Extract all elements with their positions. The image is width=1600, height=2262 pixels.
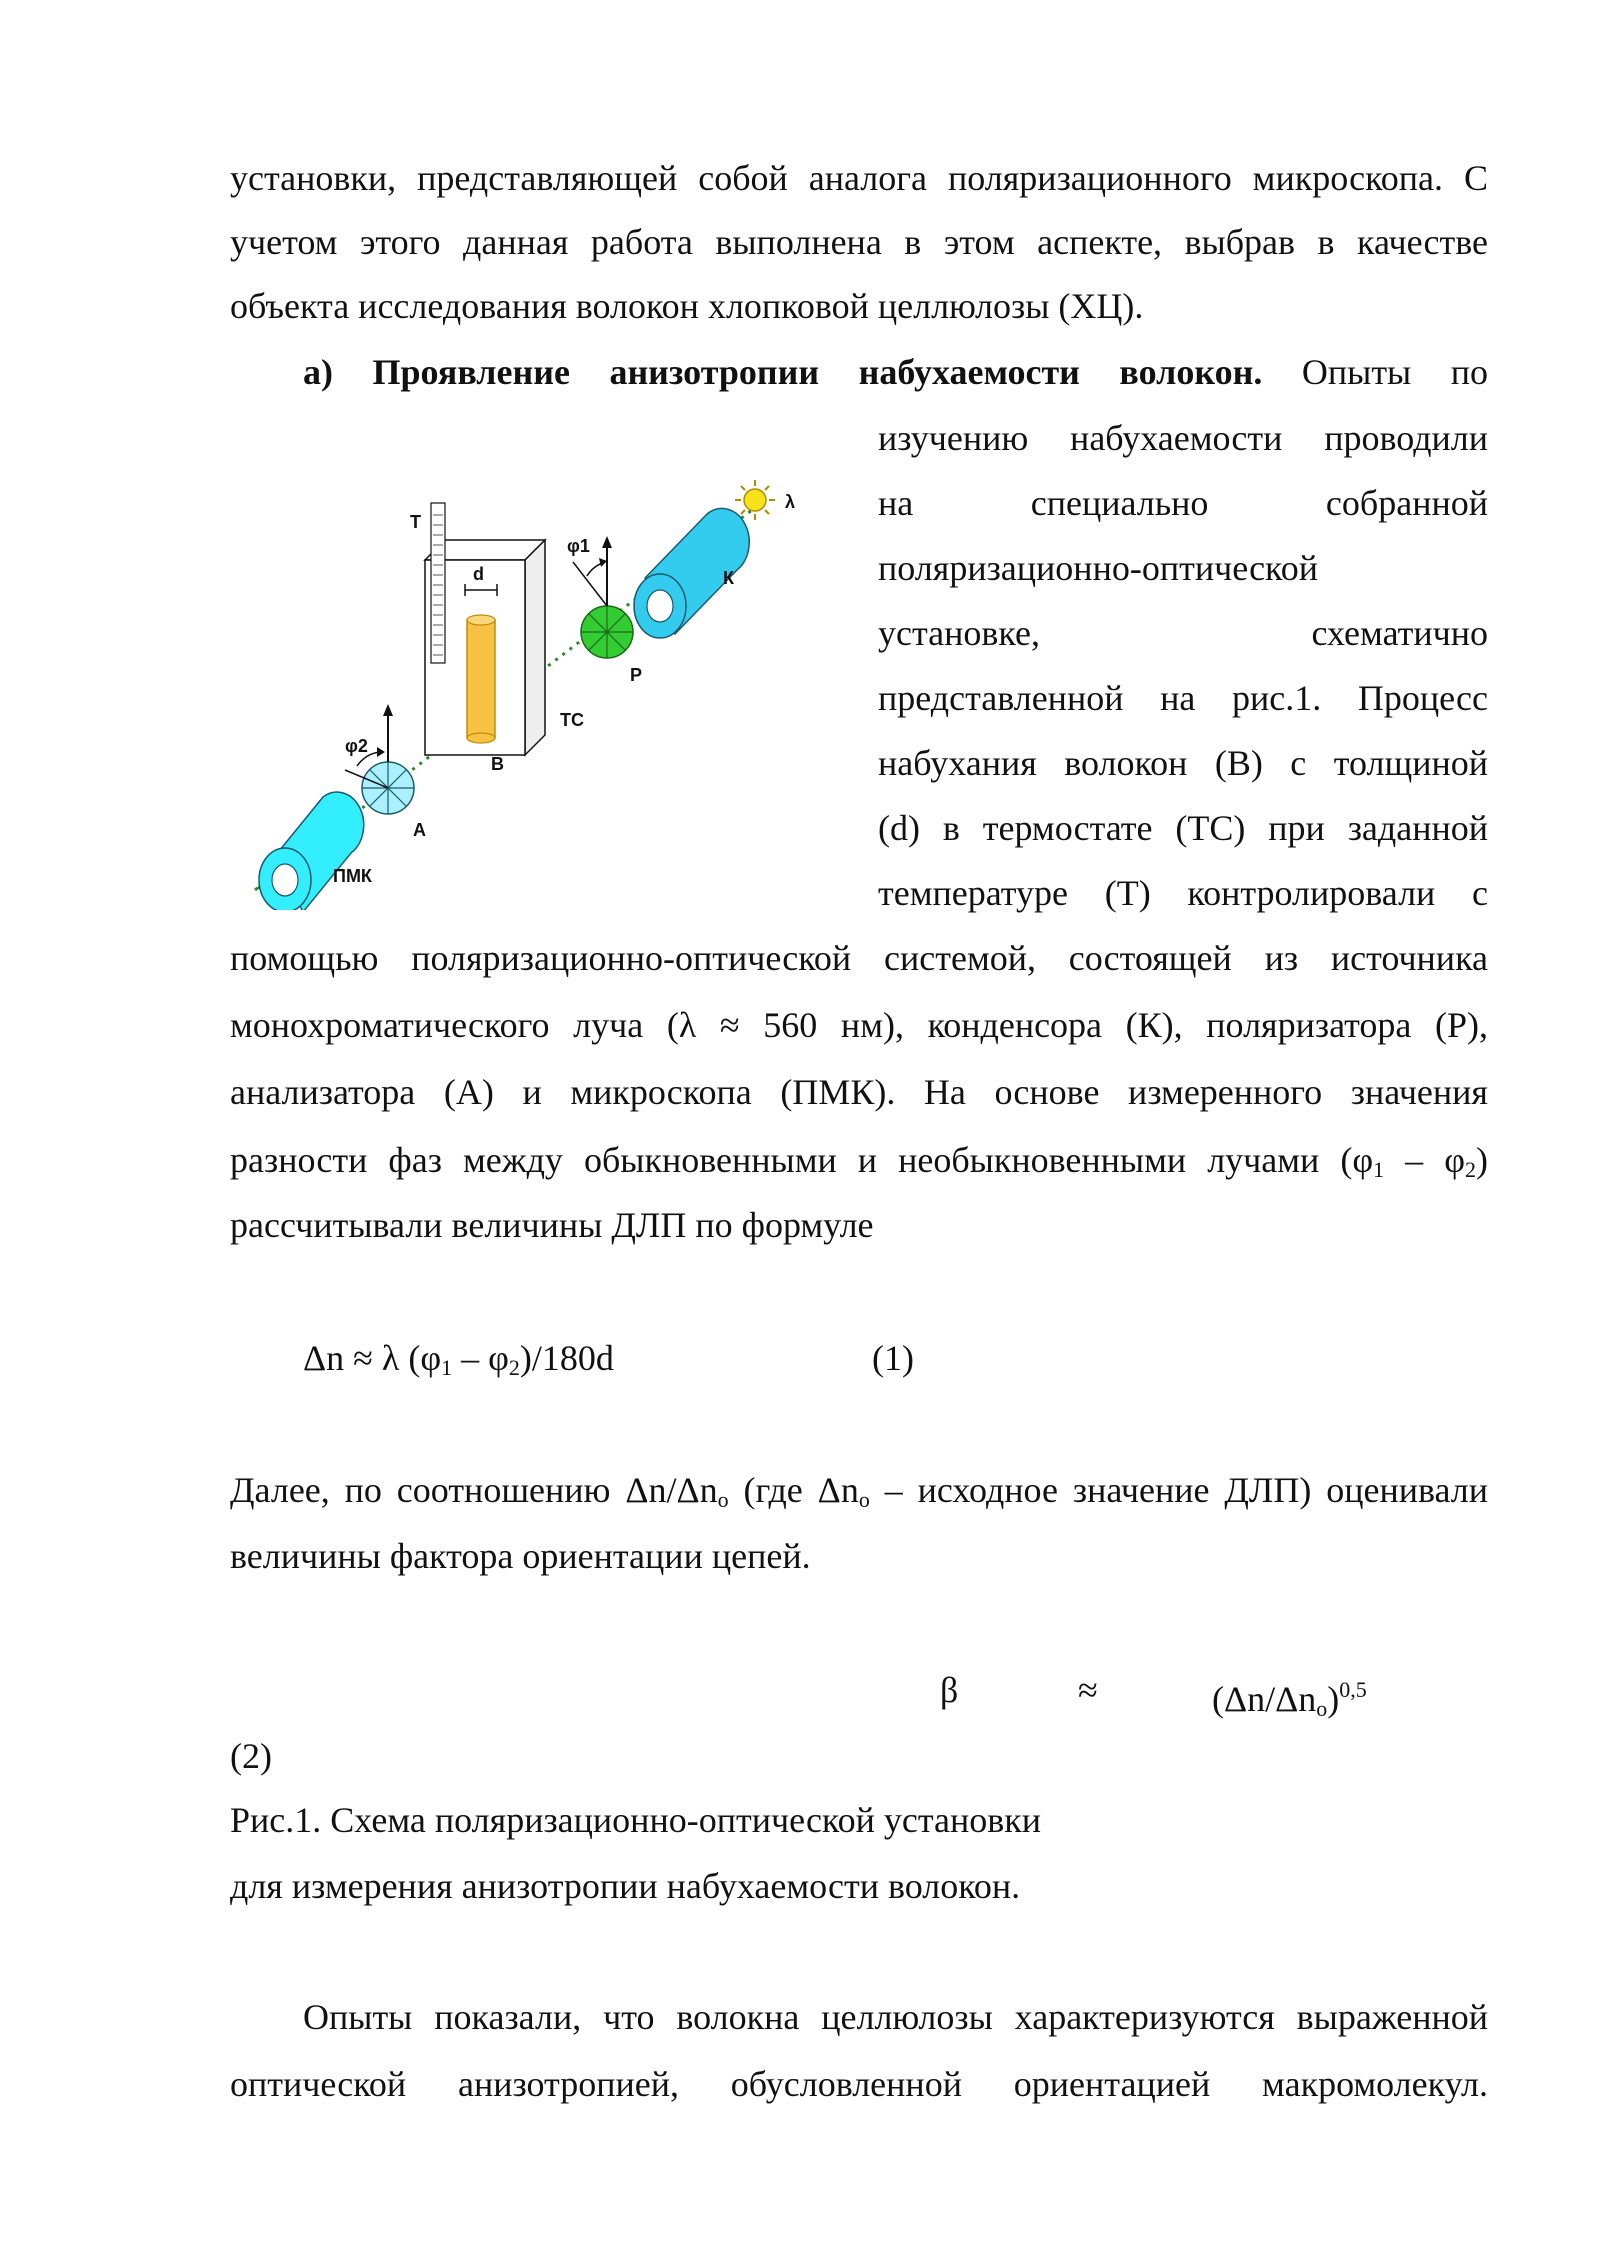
label-phi1: φ1 (567, 536, 590, 556)
formula-1-number: (1) (872, 1338, 914, 1378)
label-TC: ТС (560, 710, 584, 730)
ratio-text-b: (где Δn (728, 1470, 859, 1510)
formula-1 (303, 1338, 614, 1388)
formula-1-sub-1: 1 (441, 1355, 453, 1380)
label-T: T (410, 512, 421, 532)
paragraph-line-6: анализатора (А) и микроскопа (ПМК). На основе измеренного значения (230, 1072, 1488, 1112)
thermometer-icon (431, 503, 445, 663)
label-d: d (473, 564, 484, 584)
right-column-line-8: температуре (Т) контролировали с (878, 873, 1488, 913)
figure-caption-line-2: для измерения анизотропии набухаемости волокон. (230, 1866, 1021, 1906)
label-phi2: φ2 (345, 736, 368, 756)
formula-2-text-b: ) (1327, 1679, 1340, 1719)
right-column-line-5: представленной на рис.1. Процесс (878, 678, 1488, 718)
paragraph-line-3: объекта исследования волокон хлопковой целлюлозы (ХЦ). (230, 286, 1144, 326)
sun-source-icon (735, 480, 775, 520)
label-P: P (630, 665, 643, 685)
ratio-text-a: Далее, по соотношению Δn/Δn (230, 1470, 718, 1510)
ratio-text-c: – исходное значение ДЛП) оценивали (869, 1470, 1489, 1510)
right-column-line-7: (d) в термостате (ТС) при заданной (878, 808, 1488, 848)
microscope-cylinder-icon (259, 792, 364, 910)
phase-text-a: разности фаз между обыкновенными и необыкновенными лучами (φ (230, 1140, 1374, 1180)
right-column-line-4: установке, схематично (878, 613, 1488, 653)
right-column-line-1: изучению набухаемости проводили (878, 418, 1488, 458)
paragraph-line-11: Опыты показали, что волокна целлюлозы характеризуются выраженной (303, 1997, 1488, 2037)
section-heading-line (303, 352, 1488, 392)
phase-text-b: – φ (1384, 1140, 1466, 1180)
formula-2-beta: β (940, 1670, 959, 1710)
label-PMK: ПМК (333, 866, 372, 886)
figure-polarization-setup (245, 470, 835, 910)
formula-1-sub-2: 2 (508, 1355, 520, 1380)
paragraph-line-7 (230, 1140, 1488, 1190)
formula-2-number: (2) (230, 1736, 272, 1776)
formula-1-text-c: )/180d (519, 1338, 614, 1378)
formula-1-text-b: – φ (452, 1338, 509, 1378)
ratio-sub-1: o (717, 1487, 729, 1512)
paragraph-line-12: оптической анизотропией, обусловленной ориентацией макромолекул. (230, 2064, 1488, 2104)
paragraph-line-1: установки, представляющей собой аналога поляризационного микроскопа. С (230, 158, 1488, 198)
label-A: A (413, 820, 426, 840)
formula-2-sup: 0,5 (1339, 1677, 1367, 1702)
paragraph-line-5: монохроматического луча (λ ≈ 560 нм), конденсора (К), поляризатора (Р), (230, 1005, 1488, 1045)
formula-2-sub: o (1316, 1696, 1328, 1721)
label-K: К (723, 568, 734, 588)
formula-2-expression (1212, 1670, 1367, 1729)
heading-tail: Опыты по (1301, 352, 1489, 392)
heading-title: Проявление анизотропии набухаемости волокон. (372, 352, 1263, 392)
fiber-sample-tube (467, 615, 495, 743)
polarizer-disk-icon (581, 606, 633, 658)
phase-sub-1: 1 (1373, 1157, 1385, 1182)
label-lambda: λ (785, 492, 796, 512)
phase-text-c: ) (1476, 1140, 1489, 1180)
formula-2-text-a: (Δn/Δn (1212, 1679, 1317, 1719)
right-column-line-2: на специально собранной (878, 483, 1488, 523)
formula-2-approx: ≈ (1078, 1670, 1098, 1710)
figure-caption-line-1: Рис.1. Схема поляризационно-оптической установки (230, 1800, 1042, 1840)
paragraph-line-8: рассчитывали величины ДЛП по формуле (230, 1205, 874, 1245)
right-column-line-6: набухания волокон (В) с толщиной (878, 743, 1488, 783)
ratio-sub-2: o (858, 1487, 870, 1512)
paragraph-line-2: учетом этого данная работа выполнена в этом аспекте, выбрав в качестве (230, 222, 1488, 262)
label-B: В (491, 754, 504, 774)
paragraph-line-9 (230, 1470, 1488, 1520)
formula-1-text-a: Δn ≈ λ (φ (303, 1338, 442, 1378)
heading-prefix: а) (303, 352, 333, 392)
paragraph-line-4: помощью поляризационно-оптической системой, состоящей из источника (230, 938, 1488, 978)
right-column-line-3: поляризационно-оптической (878, 548, 1318, 588)
paragraph-line-10: величины фактора ориентации цепей. (230, 1536, 811, 1576)
phase-sub-2: 2 (1465, 1157, 1477, 1182)
